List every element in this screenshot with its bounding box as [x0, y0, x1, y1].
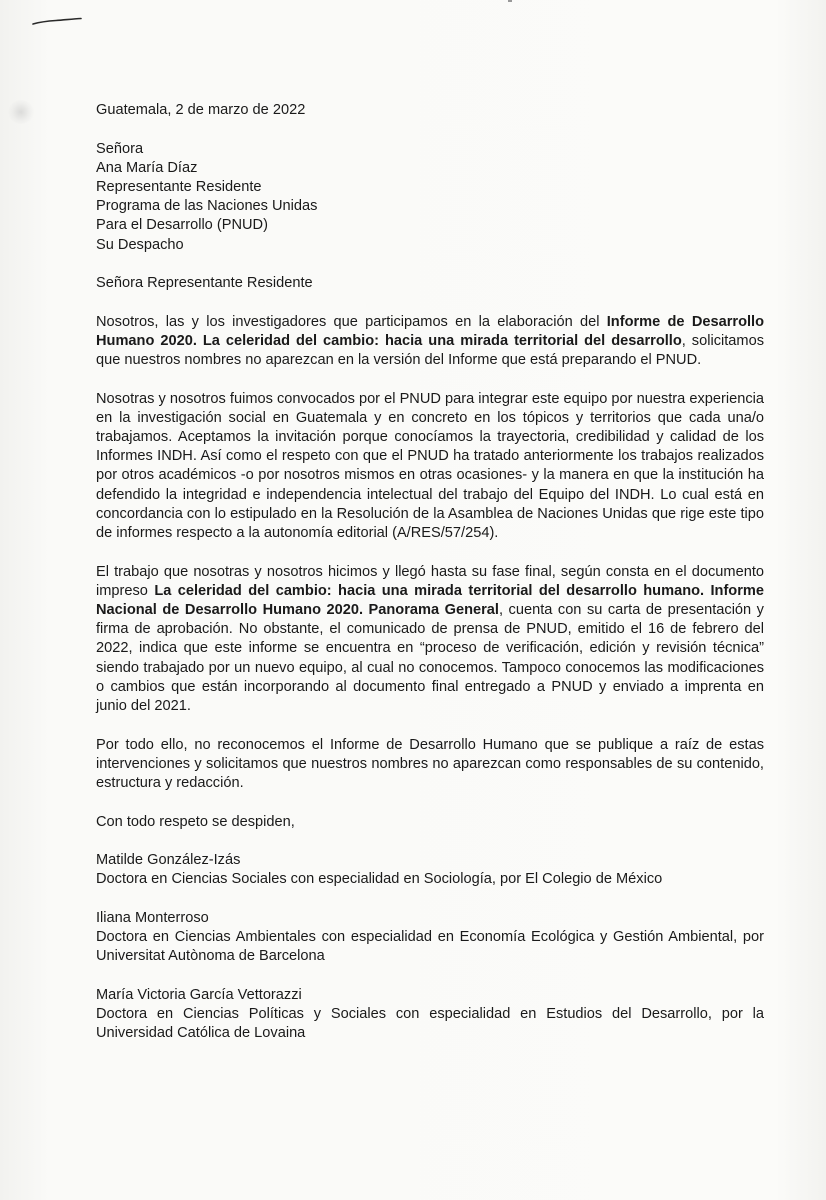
recipient-line: Ana María Díaz: [96, 159, 198, 176]
signer-title: Doctora en Ciencias Sociales con especialidad en Sociología, por El Colegio de México: [96, 871, 663, 888]
report-title-bold: Informe de Desarrollo Humano 2020. La celeridad del cambio: hacia una mirada territorial del desarrollo: [96, 313, 765, 349]
signer-title: Doctora en Ciencias Ambientales con especialidad en Economía Ecológica y Gestión Ambiental, por Universitat Autònoma de Barcelona: [96, 929, 764, 965]
pen-stroke-mark: [32, 14, 82, 28]
signer-name: María Victoria García Vettorazzi: [96, 987, 302, 1004]
recipient-line: Señora: [96, 140, 144, 157]
recipient-line: Programa de las Naciones Unidas: [96, 198, 318, 215]
closing: Con todo respeto se despiden,: [96, 813, 295, 830]
scan-artifact: [508, 0, 512, 2]
recipient-block: [96, 140, 764, 255]
recipient-line: Para el Desarrollo (PNUD): [96, 217, 268, 234]
letter-date: Guatemala, 2 de marzo de 2022: [96, 102, 306, 118]
paragraph-text: , solicitamos que nuestros nombres no aparezcan en la versión del Informe que está preparando el PNUD.: [96, 332, 764, 368]
paragraph-conclusion: Por todo ello, no reconocemos el Informe de Desarrollo Humano que se publique a raíz de estas intervenciones y solicitamos que nuestros nombres no aparezcan como responsables de su contenido, estructura y redacción.: [96, 736, 764, 791]
recipient-line: Su Despacho: [96, 236, 184, 253]
signer-title: Doctora en Ciencias Políticas y Sociales con especialidad en Estudios del Desarrollo, por la Universidad Católica de Lovaina: [96, 1006, 764, 1042]
scan-smudge: [8, 100, 34, 124]
letter-body: [96, 101, 764, 1063]
paragraph-text: , cuenta con su carta de presentación y firma de aprobación. No obstante, el comunicado de prensa de PNUD, emitido el 16 de febrero del 2022, indica que este informe se encuentra en “proceso de verificación, edición y revisión técnica” siendo trabajado por un nuevo equipo, al cual no conocemos. Tampoco conocemos las modificaciones o cambios que están incorporando al documento final entregado a PNUD y enviado a imprenta en junio del 2021.: [96, 601, 764, 714]
signer-name: Iliana Monterroso: [96, 910, 209, 927]
signer-block: [96, 909, 764, 967]
paragraph-request: [96, 313, 764, 371]
salutation: Señora Representante Residente: [96, 274, 313, 291]
paragraph-background: Nosotras y nosotros fuimos convocados por el PNUD para integrar este equipo por nuestra experiencia en la investigación social en Guatemala y en concreto en los tópicos y territorios que cada una/o trabajamos. Aceptamos la invitación porque conocíamos la trayectoria, credibilidad y calidad de los Informes INDH. Así como el respeto con que el PNUD ha tratado anteriormente los trabajos realizados por otros académicos -o por nosotros mismos en otras ocasiones- y la manera en que la institución ha defendido la integridad e independencia intelectual del trabajo del Equipo del INDH. Lo cual está en concordancia con lo estipulado en la Resolución de la Asamblea de Naciones Unidas que rige este tipo de informes respecto a la autonomía editorial (A/RES/57/254).: [96, 390, 764, 541]
signer-block: [96, 986, 764, 1044]
paragraph-text: Nosotros, las y los investigadores que participamos en la elaboración del: [96, 313, 607, 330]
signer-name: Matilde González-Izás: [96, 852, 241, 869]
paragraph-text: El trabajo que nosotras y nosotros hicimos y llegó hasta su fase final, según consta en el documento impreso: [96, 563, 764, 599]
signer-block: [96, 851, 764, 889]
report-title-bold: La celeridad del cambio: hacia una mirada territorial del desarrollo humano. Informe Nacional de Desarrollo Humano 2020. Panorama General: [96, 582, 764, 618]
recipient-line: Representante Residente: [96, 179, 262, 196]
paragraph-work-status: [96, 563, 764, 717]
